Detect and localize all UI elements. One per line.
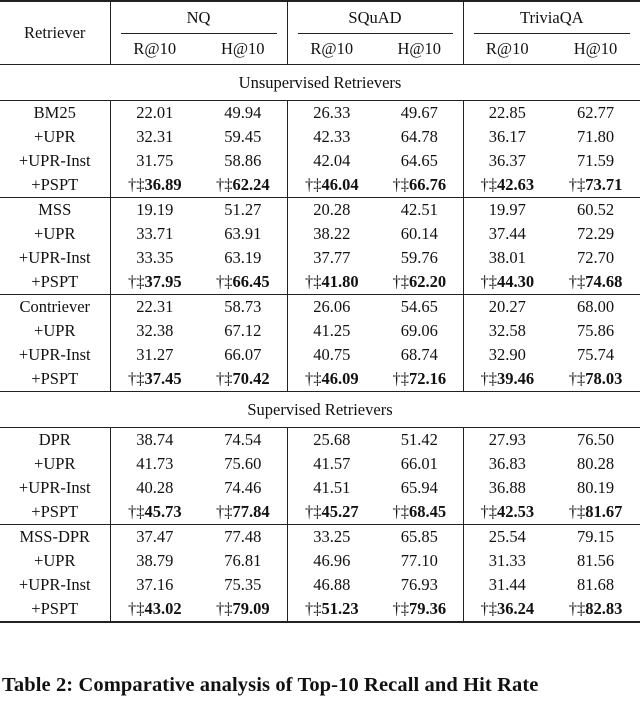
metric-value: 41.51 [313, 478, 351, 497]
metric-value: 26.06 [313, 297, 351, 316]
metric-value [110, 270, 199, 295]
best-value: 44.30 [496, 272, 535, 291]
metric-value: 74.46 [199, 476, 287, 500]
metric-value [199, 173, 287, 198]
table-row [0, 500, 640, 525]
dataset-header-nq: NQ [110, 1, 287, 34]
significance-marker: †‡ [480, 175, 497, 194]
metric-value [463, 173, 551, 198]
metric-value: 31.44 [488, 575, 526, 594]
metric-value: 38.74 [136, 430, 174, 449]
best-value: 79.36 [408, 599, 447, 618]
best-value: 45.73 [144, 502, 182, 521]
metric-value [463, 597, 551, 622]
metric-header: R@10 [133, 39, 177, 58]
metric-value: 31.33 [488, 551, 526, 570]
metric-value: 60.14 [376, 222, 463, 246]
metric-value [110, 500, 199, 525]
best-value: 45.27 [321, 502, 359, 521]
metric-value: 80.19 [576, 478, 615, 497]
best-value: 51.23 [321, 599, 359, 618]
metric-value: 42.33 [313, 127, 351, 146]
significance-marker: †‡ [480, 502, 497, 521]
best-value: 66.45 [232, 272, 270, 291]
best-value: 39.46 [496, 369, 535, 388]
table-row [0, 525, 640, 550]
best-value: 62.24 [232, 175, 270, 194]
metric-value: 65.94 [376, 476, 463, 500]
metric-value: 49.94 [199, 101, 287, 126]
metric-value [376, 270, 463, 295]
significance-marker: †‡ [304, 272, 322, 291]
metric-value: 33.25 [313, 527, 351, 546]
retriever-name: +UPR-Inst [0, 343, 110, 367]
metric-value: 33.35 [136, 248, 174, 267]
metric-value: 25.68 [313, 430, 351, 449]
metric-value [110, 597, 199, 622]
best-value: 37.45 [144, 369, 182, 388]
significance-marker: †‡ [304, 175, 322, 194]
metric-value: 54.65 [376, 295, 463, 320]
metric-value: 49.67 [376, 101, 463, 126]
significance-marker: †‡ [304, 369, 322, 388]
metric-value [199, 270, 287, 295]
best-value: 42.63 [496, 175, 535, 194]
retriever-header: Retriever [0, 1, 110, 65]
metric-value: 72.70 [576, 248, 615, 267]
metric-value: 72.29 [576, 224, 615, 243]
metric-value: 74.54 [199, 428, 287, 453]
metric-value: 64.65 [376, 149, 463, 173]
significance-marker: †‡ [568, 272, 586, 291]
best-value: 37.95 [144, 272, 182, 291]
metric-value: 19.19 [136, 200, 174, 219]
significance-marker: †‡ [480, 599, 497, 618]
metric-value: 38.01 [488, 248, 526, 267]
metric-value [551, 597, 640, 622]
metric-header: H@10 [376, 34, 463, 65]
significance-marker: †‡ [127, 369, 145, 388]
metric-value [551, 270, 640, 295]
metric-value: 68.00 [576, 297, 615, 316]
metric-value: 63.91 [199, 222, 287, 246]
significance-marker: †‡ [215, 369, 233, 388]
best-value: 78.03 [585, 369, 623, 388]
best-value: 46.09 [321, 369, 359, 388]
table-row [0, 549, 640, 573]
metric-value: 41.57 [313, 454, 351, 473]
section-row [0, 392, 640, 428]
retriever-name: +UPR [0, 222, 110, 246]
metric-value: 51.42 [376, 428, 463, 453]
significance-marker: †‡ [480, 369, 497, 388]
table-row [0, 476, 640, 500]
metric-value [551, 500, 640, 525]
metric-value: 25.54 [488, 527, 526, 546]
retriever-name: +PSPT [0, 367, 110, 392]
retriever-name: +UPR-Inst [0, 573, 110, 597]
retriever-name: MSS-DPR [0, 525, 110, 550]
metric-value: 51.27 [199, 198, 287, 223]
section-row [0, 65, 640, 101]
metric-value: 71.59 [576, 151, 615, 170]
metric-value [287, 173, 376, 198]
best-value: 74.68 [585, 272, 623, 291]
metric-value: 81.68 [576, 575, 615, 594]
significance-marker: †‡ [568, 175, 586, 194]
section-title: Unsupervised Retrievers [238, 72, 402, 92]
metric-value: 81.56 [576, 551, 615, 570]
table-row [0, 428, 640, 453]
metric-value: 59.76 [376, 246, 463, 270]
metric-value: 46.96 [313, 551, 351, 570]
metric-value: 76.50 [576, 430, 615, 449]
metric-value: 37.44 [488, 224, 526, 243]
metric-value [287, 500, 376, 525]
metric-value: 36.88 [488, 478, 526, 497]
table-row [0, 101, 640, 126]
significance-marker: †‡ [215, 175, 233, 194]
metric-value: 36.37 [488, 151, 526, 170]
metric-value: 37.16 [136, 575, 174, 594]
metric-value [376, 597, 463, 622]
significance-marker: †‡ [127, 502, 145, 521]
retriever-name: MSS [0, 198, 110, 223]
metric-value [199, 367, 287, 392]
significance-marker: †‡ [392, 369, 409, 388]
significance-marker: †‡ [568, 599, 586, 618]
retriever-name: +PSPT [0, 500, 110, 525]
metric-value: 71.80 [576, 127, 615, 146]
table-row [0, 573, 640, 597]
metric-value: 41.25 [313, 321, 351, 340]
metric-value [463, 500, 551, 525]
metric-value: 65.85 [376, 525, 463, 550]
metric-value: 80.28 [576, 454, 615, 473]
best-value: 41.80 [321, 272, 359, 291]
metric-value: 62.77 [576, 103, 615, 122]
metric-value: 27.93 [488, 430, 526, 449]
metric-value: 32.38 [136, 321, 174, 340]
significance-marker: †‡ [304, 502, 322, 521]
metric-value: 31.27 [136, 345, 174, 364]
retriever-name: +PSPT [0, 270, 110, 295]
significance-marker: †‡ [127, 272, 145, 291]
metric-value: 37.77 [313, 248, 351, 267]
metric-value: 22.31 [136, 297, 174, 316]
metric-value: 40.28 [136, 478, 174, 497]
table-row [0, 198, 640, 223]
significance-marker: †‡ [215, 502, 233, 521]
significance-marker: †‡ [304, 599, 322, 618]
metric-value: 58.86 [199, 149, 287, 173]
metric-value: 42.51 [376, 198, 463, 223]
metric-value [287, 270, 376, 295]
metric-value: 66.01 [376, 452, 463, 476]
metric-value: 75.35 [199, 573, 287, 597]
best-value: 79.09 [232, 599, 270, 618]
metric-value: 38.79 [136, 551, 174, 570]
best-value: 62.20 [408, 272, 447, 291]
retriever-name: +UPR [0, 319, 110, 343]
retriever-name: +UPR [0, 452, 110, 476]
metric-value: 33.71 [136, 224, 174, 243]
metric-value: 76.93 [376, 573, 463, 597]
table-row [0, 597, 640, 622]
metric-value [110, 367, 199, 392]
retriever-name: +UPR [0, 549, 110, 573]
metric-value: 22.85 [488, 103, 526, 122]
metric-value: 63.19 [199, 246, 287, 270]
best-value: 66.76 [408, 175, 447, 194]
metric-value: 75.74 [576, 345, 615, 364]
metric-value: 69.06 [376, 319, 463, 343]
metric-value: 58.73 [199, 295, 287, 320]
metric-value: 77.48 [199, 525, 287, 550]
significance-marker: †‡ [392, 599, 409, 618]
metric-value: 41.73 [136, 454, 174, 473]
table-row [0, 173, 640, 198]
best-value: 42.53 [496, 502, 535, 521]
dataset-header-squad: SQuAD [287, 1, 463, 34]
best-value: 36.24 [496, 599, 535, 618]
table-row [0, 270, 640, 295]
retriever-name: +UPR-Inst [0, 149, 110, 173]
metric-value: 75.86 [576, 321, 615, 340]
metric-header: R@10 [310, 39, 354, 58]
metric-header: H@10 [573, 39, 618, 58]
significance-marker: †‡ [392, 175, 409, 194]
best-value: 82.83 [585, 599, 623, 618]
metric-value [287, 367, 376, 392]
metric-value: 32.58 [488, 321, 526, 340]
metric-value [287, 597, 376, 622]
metric-value: 20.27 [488, 297, 526, 316]
metric-value: 75.60 [199, 452, 287, 476]
metric-value: 26.33 [313, 103, 351, 122]
retriever-name: +UPR-Inst [0, 476, 110, 500]
table-row [0, 452, 640, 476]
table-row [0, 367, 640, 392]
metric-header: H@10 [199, 34, 287, 65]
metric-value: 42.04 [313, 151, 351, 170]
best-value: 70.42 [232, 369, 270, 388]
metric-value: 67.12 [199, 319, 287, 343]
significance-marker: †‡ [392, 502, 409, 521]
best-value: 77.84 [232, 502, 270, 521]
metric-value: 40.75 [313, 345, 351, 364]
metric-value: 31.75 [136, 151, 174, 170]
significance-marker: †‡ [480, 272, 497, 291]
table-row [0, 246, 640, 270]
significance-marker: †‡ [568, 502, 586, 521]
metric-value: 19.97 [488, 200, 526, 219]
metric-value: 60.52 [576, 200, 615, 219]
best-value: 46.04 [321, 175, 359, 194]
metric-value [376, 173, 463, 198]
retriever-name: BM25 [0, 101, 110, 126]
table-caption: Table 2: Comparative analysis of Top-10 Recall and Hit Rate [2, 674, 539, 696]
table-row [0, 295, 640, 320]
metric-value [463, 367, 551, 392]
metric-value: 64.78 [376, 125, 463, 149]
retriever-name: Contriever [0, 295, 110, 320]
metric-value: 32.90 [488, 345, 526, 364]
metric-value [110, 173, 199, 198]
significance-marker: †‡ [568, 369, 586, 388]
dataset-header-triviaqa: TriviaQA [463, 1, 640, 34]
table-row [0, 149, 640, 173]
significance-marker: †‡ [215, 272, 233, 291]
metric-value [376, 367, 463, 392]
section-title: Supervised Retrievers [247, 399, 393, 419]
table-row [0, 343, 640, 367]
metric-value [199, 597, 287, 622]
metric-value [551, 367, 640, 392]
metric-value: 76.81 [199, 549, 287, 573]
best-value: 43.02 [144, 599, 182, 618]
metric-header: R@10 [485, 39, 529, 58]
metric-value: 66.07 [199, 343, 287, 367]
metric-value: 22.01 [136, 103, 174, 122]
best-value: 72.16 [408, 369, 447, 388]
metric-value: 79.15 [576, 527, 615, 546]
retriever-name: +PSPT [0, 173, 110, 198]
best-value: 68.45 [408, 502, 447, 521]
metric-value: 37.47 [136, 527, 174, 546]
best-value: 81.67 [585, 502, 623, 521]
metric-value: 20.28 [313, 200, 351, 219]
metric-value: 77.10 [376, 549, 463, 573]
retriever-name: DPR [0, 428, 110, 453]
metric-value: 38.22 [313, 224, 351, 243]
table-row [0, 319, 640, 343]
significance-marker: †‡ [127, 175, 145, 194]
significance-marker: †‡ [215, 599, 233, 618]
metric-value: 59.45 [199, 125, 287, 149]
best-value: 36.89 [144, 175, 182, 194]
retriever-name: +PSPT [0, 597, 110, 622]
significance-marker: †‡ [127, 599, 145, 618]
metric-value: 68.74 [376, 343, 463, 367]
metric-value [551, 173, 640, 198]
retriever-name: +UPR-Inst [0, 246, 110, 270]
metric-value: 32.31 [136, 127, 174, 146]
significance-marker: †‡ [392, 272, 409, 291]
metric-value: 36.17 [488, 127, 526, 146]
metric-value [199, 500, 287, 525]
metric-value: 46.88 [313, 575, 351, 594]
retriever-name: +UPR [0, 125, 110, 149]
best-value: 73.71 [585, 175, 623, 194]
metric-value [376, 500, 463, 525]
metric-value: 36.83 [488, 454, 526, 473]
table-row [0, 222, 640, 246]
metric-value [463, 270, 551, 295]
table-row [0, 125, 640, 149]
